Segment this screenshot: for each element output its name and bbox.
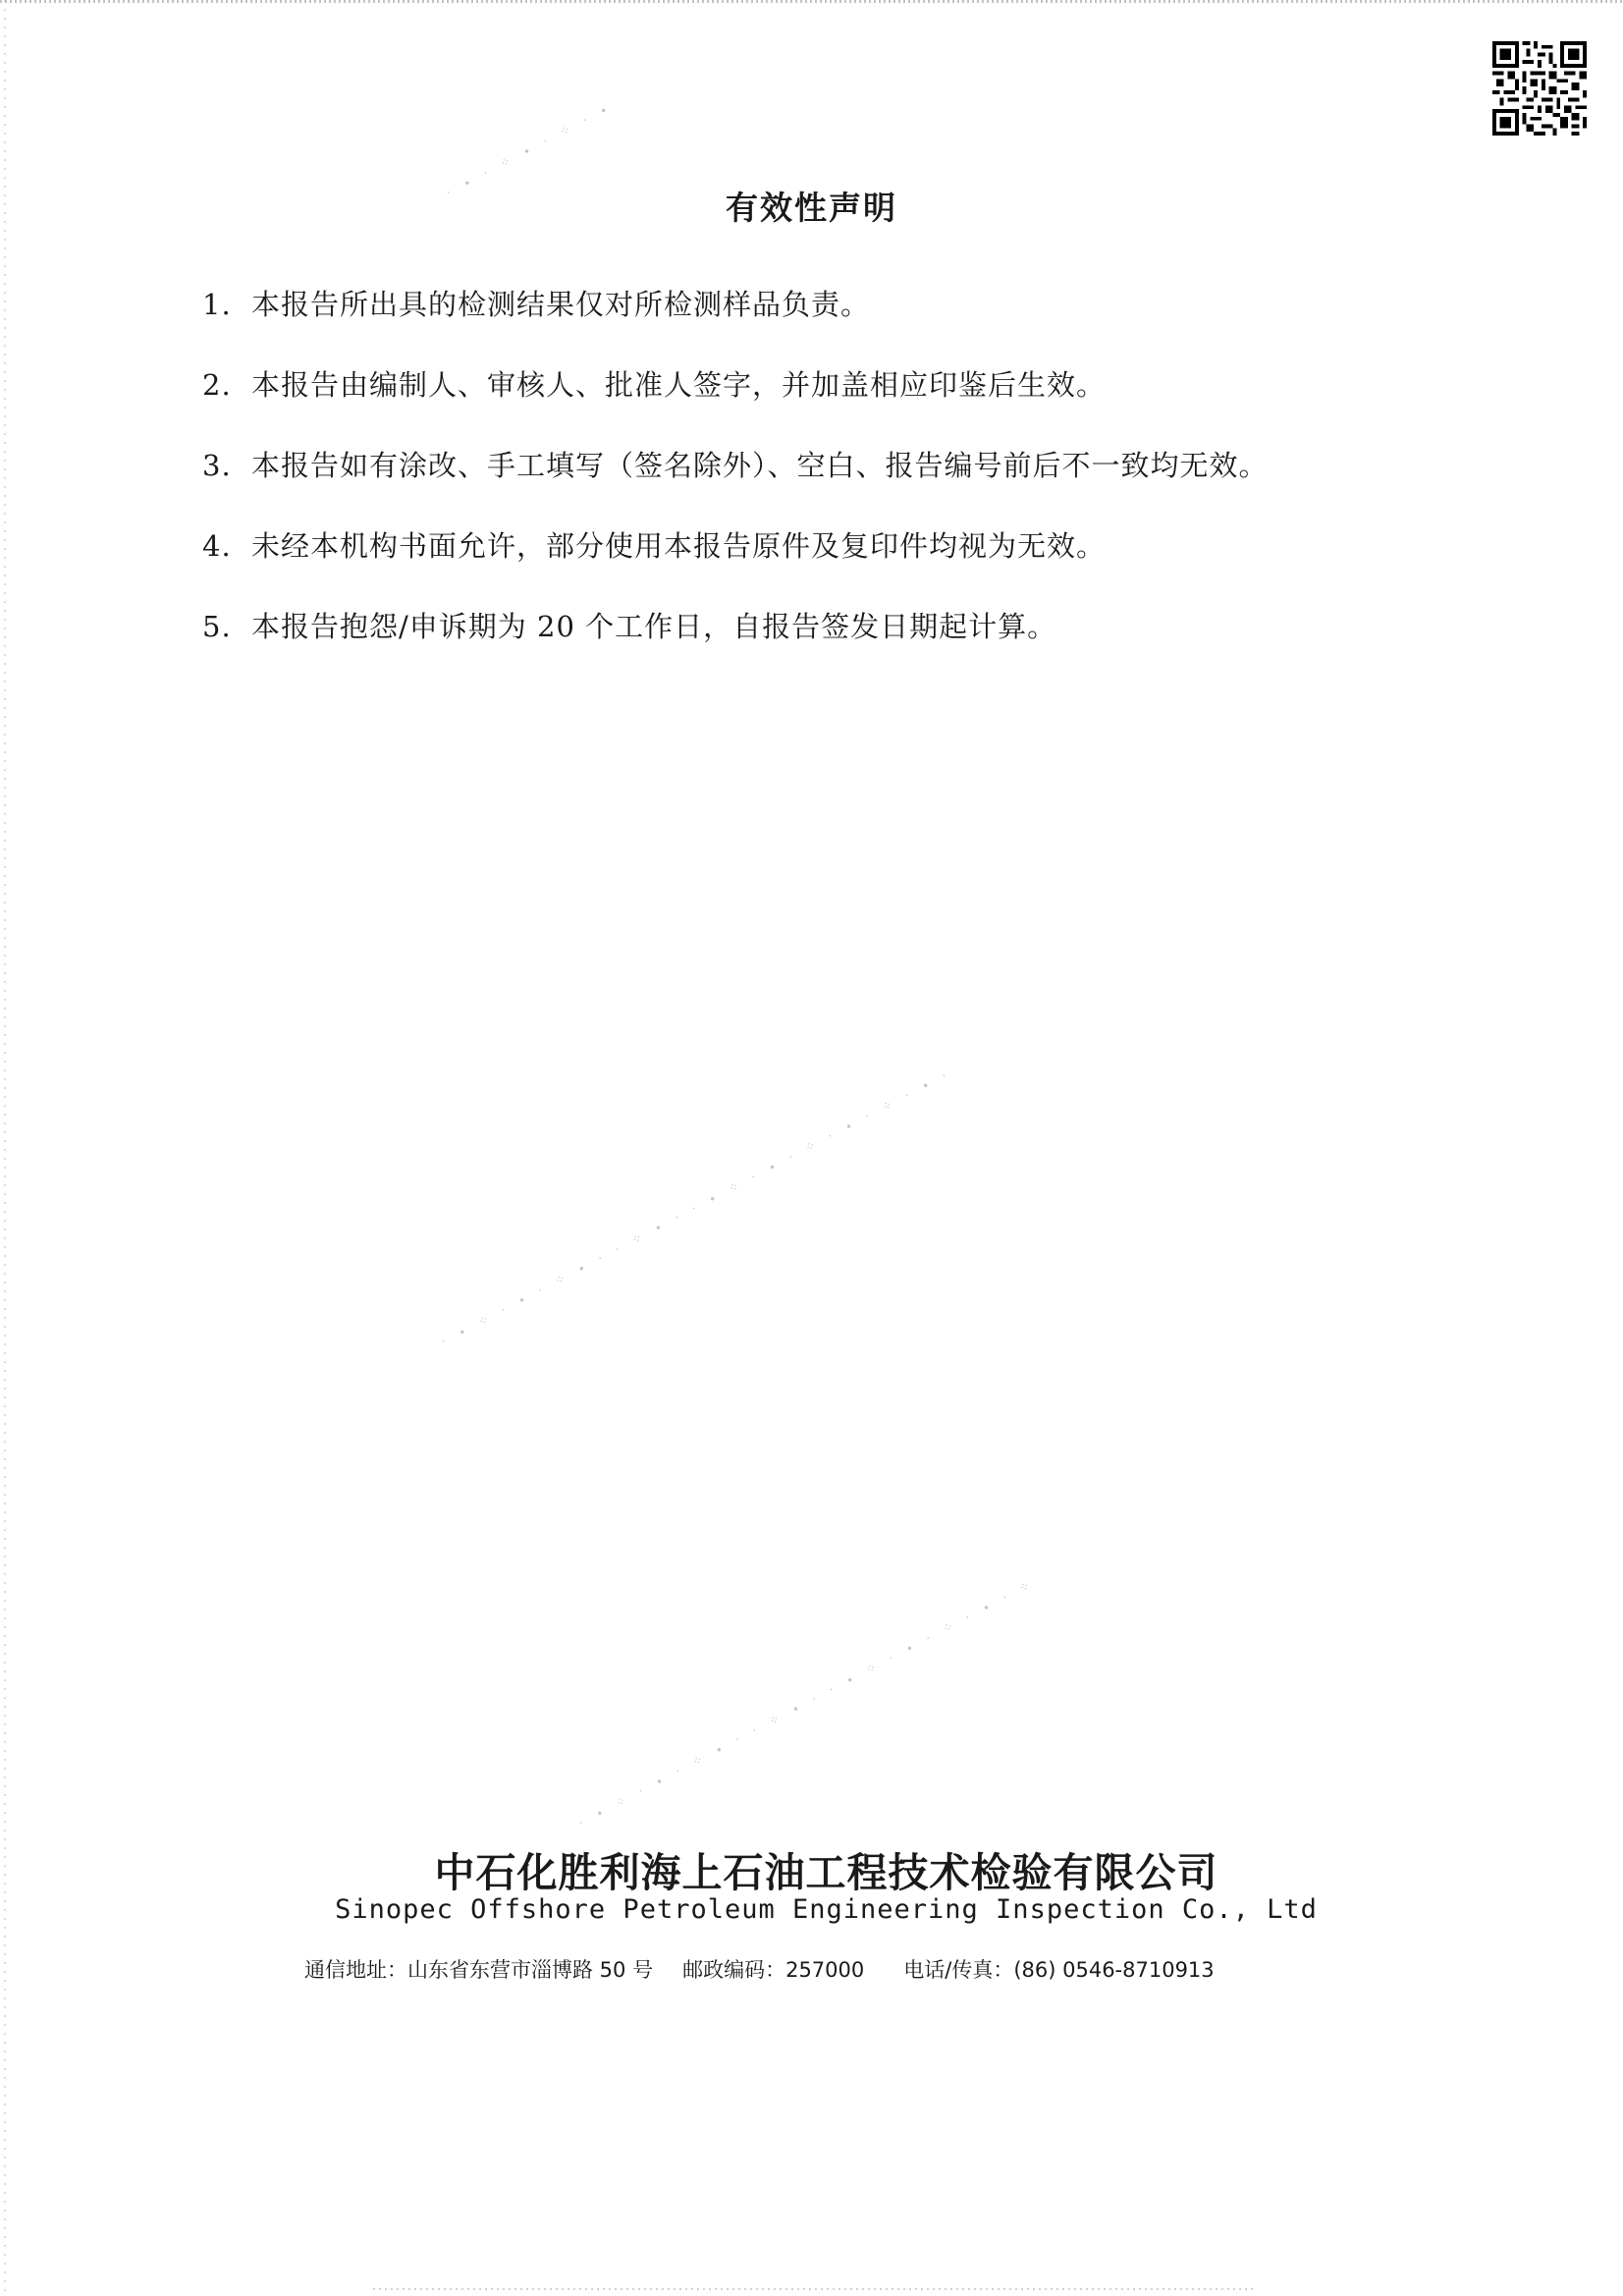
scan-edge-top <box>0 0 1623 3</box>
watermark-mark: · ∙ ⁘ · ∙ · ⁘ ∙ · · ⁘ ∙ · · ∙ ⁘ · ∙ · ⁘ · ∙ · ⁘ · ∙ · <box>438 1066 954 1349</box>
clause-text: 本报告由编制人、审核人、批准人签字，并加盖相应印鉴后生效。 <box>251 368 1107 402</box>
scan-edge-left <box>4 0 6 2296</box>
clause-text: 本报告抱怨/申诉期为 20 个工作日，自报告签发日期起计算。 <box>251 610 1057 643</box>
clause-item <box>202 607 1479 646</box>
scan-edge-bottom <box>373 2288 1257 2290</box>
phone-fax-text: 电话/传真：(86) 0546-8710913 <box>903 1958 1215 1982</box>
company-name-chinese: 中石化胜利海上石油工程技术检验有限公司 <box>434 1849 1218 1896</box>
clause-number: 1. <box>202 288 232 321</box>
clause-item <box>202 526 1479 566</box>
clause-number: 2. <box>202 368 232 402</box>
clause-item <box>202 365 1479 405</box>
watermark-mark: · ∙ · ⁘ ∙ · ⁘ · ∙ <box>443 99 616 200</box>
clause-list <box>202 285 1479 687</box>
address-text: 通信地址：山东省东营市淄博路 50 号 <box>304 1958 654 1982</box>
clause-text: 未经本机构书面允许，部分使用本报告原件及复印件均视为无效。 <box>251 529 1107 563</box>
clause-number: 4. <box>202 529 232 563</box>
qr-code-icon <box>1492 41 1587 136</box>
clause-text: 本报告所出具的检测结果仅对所检测样品负责。 <box>251 288 871 321</box>
clause-number: 5. <box>202 610 232 643</box>
postcode-text: 邮政编码：257000 <box>682 1958 865 1982</box>
clause-item <box>202 446 1479 485</box>
page-title: 有效性声明 <box>726 189 897 227</box>
company-name-english: Sinopec Offshore Petroleum Engineering Inspection Co., Ltd <box>335 1894 1318 1925</box>
clause-number: 3. <box>202 449 232 482</box>
clause-item <box>202 285 1479 324</box>
watermark-mark: · ∙ ⁘ · ∙ · ⁘ ∙ · · ⁘ ∙ · · ∙ ⁘ · ∙ · ⁘ · ∙ · ⁘ <box>575 1575 1038 1831</box>
clause-text: 本报告如有涂改、手工填写（签名除外）、空白、报告编号前后不一致均无效。 <box>251 449 1269 482</box>
contact-info <box>304 1954 1215 1984</box>
